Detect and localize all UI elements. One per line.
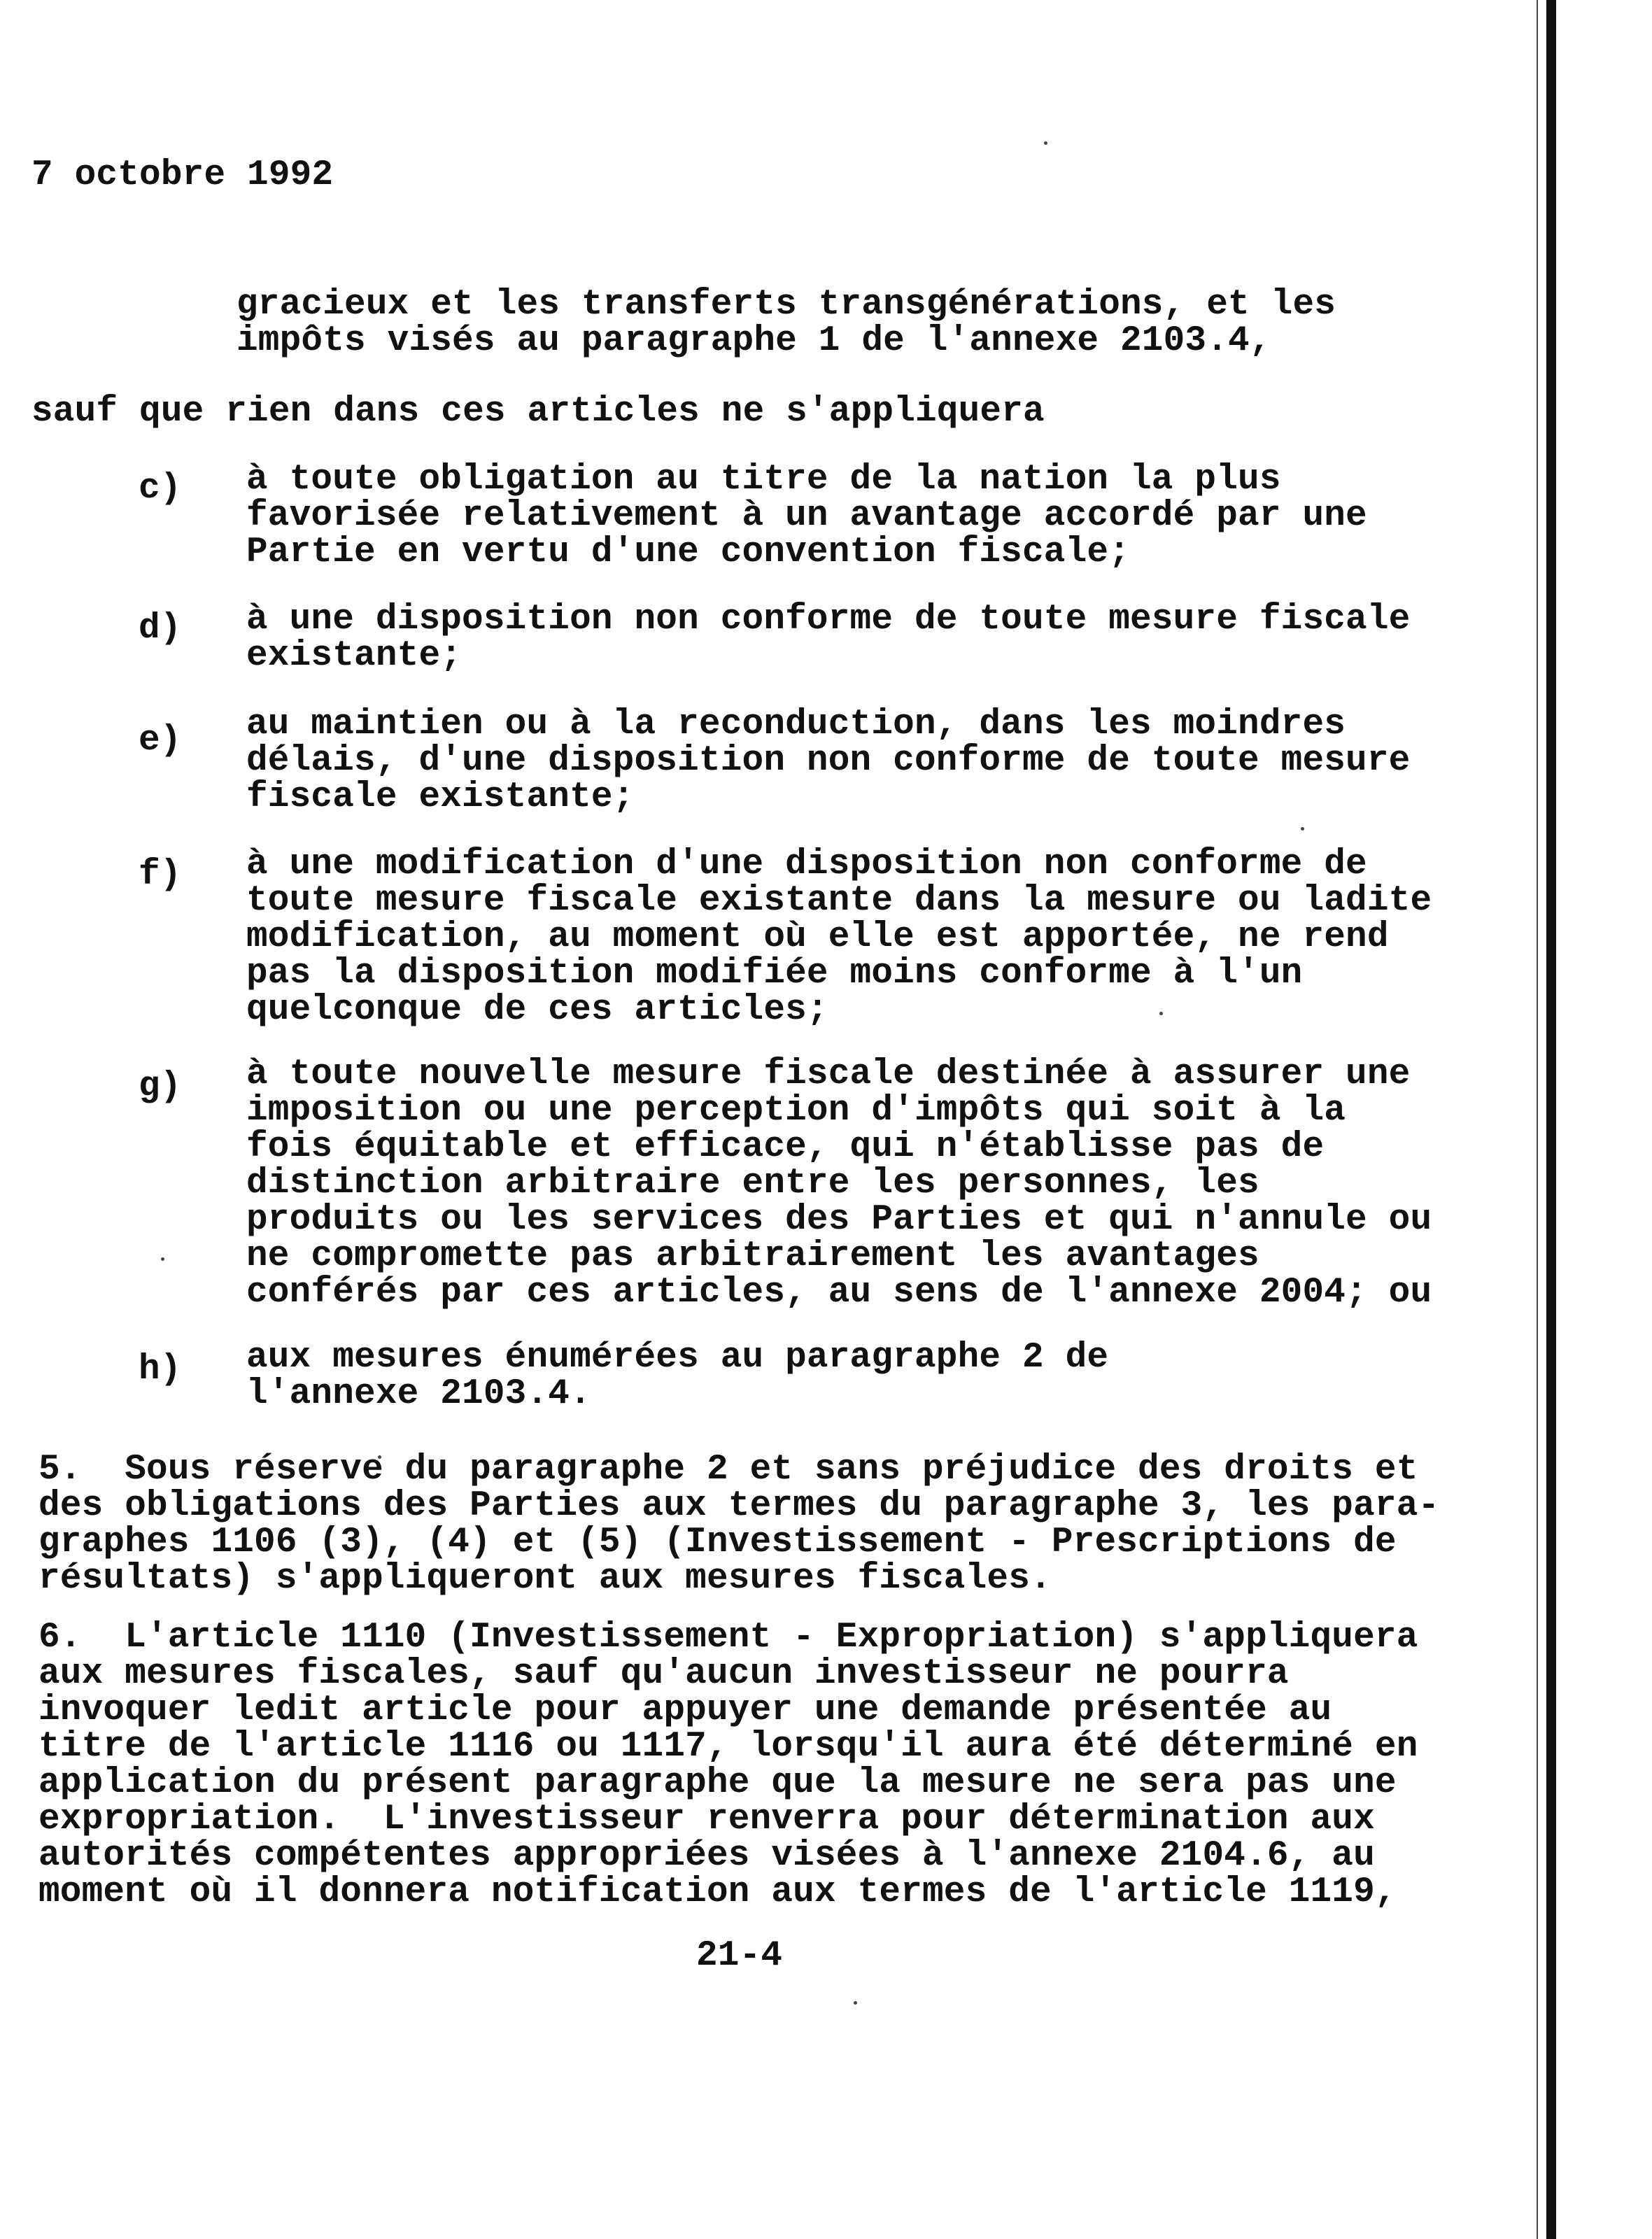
item-line: pas la disposition modifiée moins conforme à l'un (246, 954, 1303, 994)
item-line: délais, d'une disposition non conforme de toute mesure (246, 741, 1411, 781)
paragraph-line: 5. Sous réserve du paragraphe 2 et sans préjudice des droits et (38, 1450, 1418, 1490)
paragraph-line: autorités compétentes appropriées visées à l'annexe 2104.6, au (38, 1836, 1375, 1876)
paragraph-line: invoquer ledit article pour appuyer une demande présentée au (38, 1690, 1332, 1730)
scan-speck (1159, 1012, 1163, 1015)
item-label: e) (139, 721, 182, 761)
item-line: conférés par ces articles, au sens de l'annexe 2004; ou (246, 1273, 1432, 1313)
paragraph-line: expropriation. L'investisseur renverra pour détermination aux (38, 1800, 1375, 1839)
item-label: h) (139, 1350, 182, 1390)
paragraph-line: 6. L'article 1110 (Investissement - Expropriation) s'appliquera (38, 1618, 1418, 1658)
scan-edge-thin (1537, 0, 1538, 2239)
item-line: favorisée relativement à un avantage accordé par une (246, 496, 1367, 536)
item-label: f) (139, 855, 182, 895)
scan-speck (161, 1257, 164, 1261)
item-label: c) (139, 469, 182, 509)
item-line: distinction arbitraire entre les personnes, les (246, 1164, 1259, 1203)
scan-edge-border (1546, 0, 1556, 2239)
scan-speck (1044, 141, 1047, 145)
intro-line: gracieux et les transferts transgénérations, et les (236, 285, 1336, 325)
item-line: à toute nouvelle mesure fiscale destinée à assurer une (246, 1054, 1411, 1094)
item-line: toute mesure fiscale existante dans la mesure ou ladite (246, 881, 1432, 921)
lead-sentence: sauf que rien dans ces articles ne s'appliquera (31, 392, 1045, 432)
item-line: existante; (246, 636, 463, 676)
item-line: au maintien ou à la reconduction, dans les moindres (246, 705, 1346, 744)
paragraph-line: graphes 1106 (3), (4) et (5) (Investissement - Prescriptions de (38, 1523, 1397, 1562)
item-label: d) (139, 609, 182, 649)
item-line: ne compromette pas arbitrairement les avantages (246, 1236, 1259, 1276)
document-date: 7 octobre 1992 (31, 155, 334, 195)
page-number: 21-4 (696, 1936, 783, 1976)
item-line: quelconque de ces articles; (246, 990, 828, 1030)
item-line: à une disposition non conforme de toute mesure fiscale (246, 600, 1411, 640)
paragraph-line: résultats) s'appliqueront aux mesures fiscales. (38, 1559, 1052, 1599)
item-line: imposition ou une perception d'impôts qui soit à la (246, 1091, 1346, 1131)
paragraph-line: aux mesures fiscales, sauf qu'aucun investisseur ne pourra (38, 1654, 1289, 1694)
item-line: à toute obligation au titre de la nation la plus (246, 460, 1281, 500)
paragraph-line: des obligations des Parties aux termes du paragraphe 3, les para- (38, 1486, 1440, 1526)
paragraph-line: application du présent paragraphe que la mesure ne sera pas une (38, 1763, 1397, 1803)
item-line: Partie en vertu d'une convention fiscale; (246, 532, 1131, 572)
item-line: à une modification d'une disposition non conforme de (246, 845, 1367, 884)
paragraph-line: moment où il donnera notification aux termes de l'article 1119, (38, 1872, 1397, 1912)
scan-speck (854, 2001, 857, 2005)
item-line: aux mesures énumérées au paragraphe 2 de (246, 1338, 1109, 1378)
intro-line: impôts visés au paragraphe 1 de l'annexe 2103.4, (236, 321, 1271, 361)
item-label: g) (139, 1067, 182, 1107)
scan-speck (1301, 827, 1304, 831)
item-line: fiscale existante; (246, 777, 635, 817)
paragraph-line: titre de l'article 1116 ou 1117, lorsqu'il aura été déterminé en (38, 1727, 1418, 1767)
item-line: l'annexe 2103.4. (246, 1374, 591, 1414)
item-line: fois équitable et efficace, qui n'établisse pas de (246, 1127, 1325, 1167)
item-line: modification, au moment où elle est apportée, ne rend (246, 917, 1389, 957)
item-line: produits ou les services des Parties et qui n'annule ou (246, 1200, 1432, 1240)
